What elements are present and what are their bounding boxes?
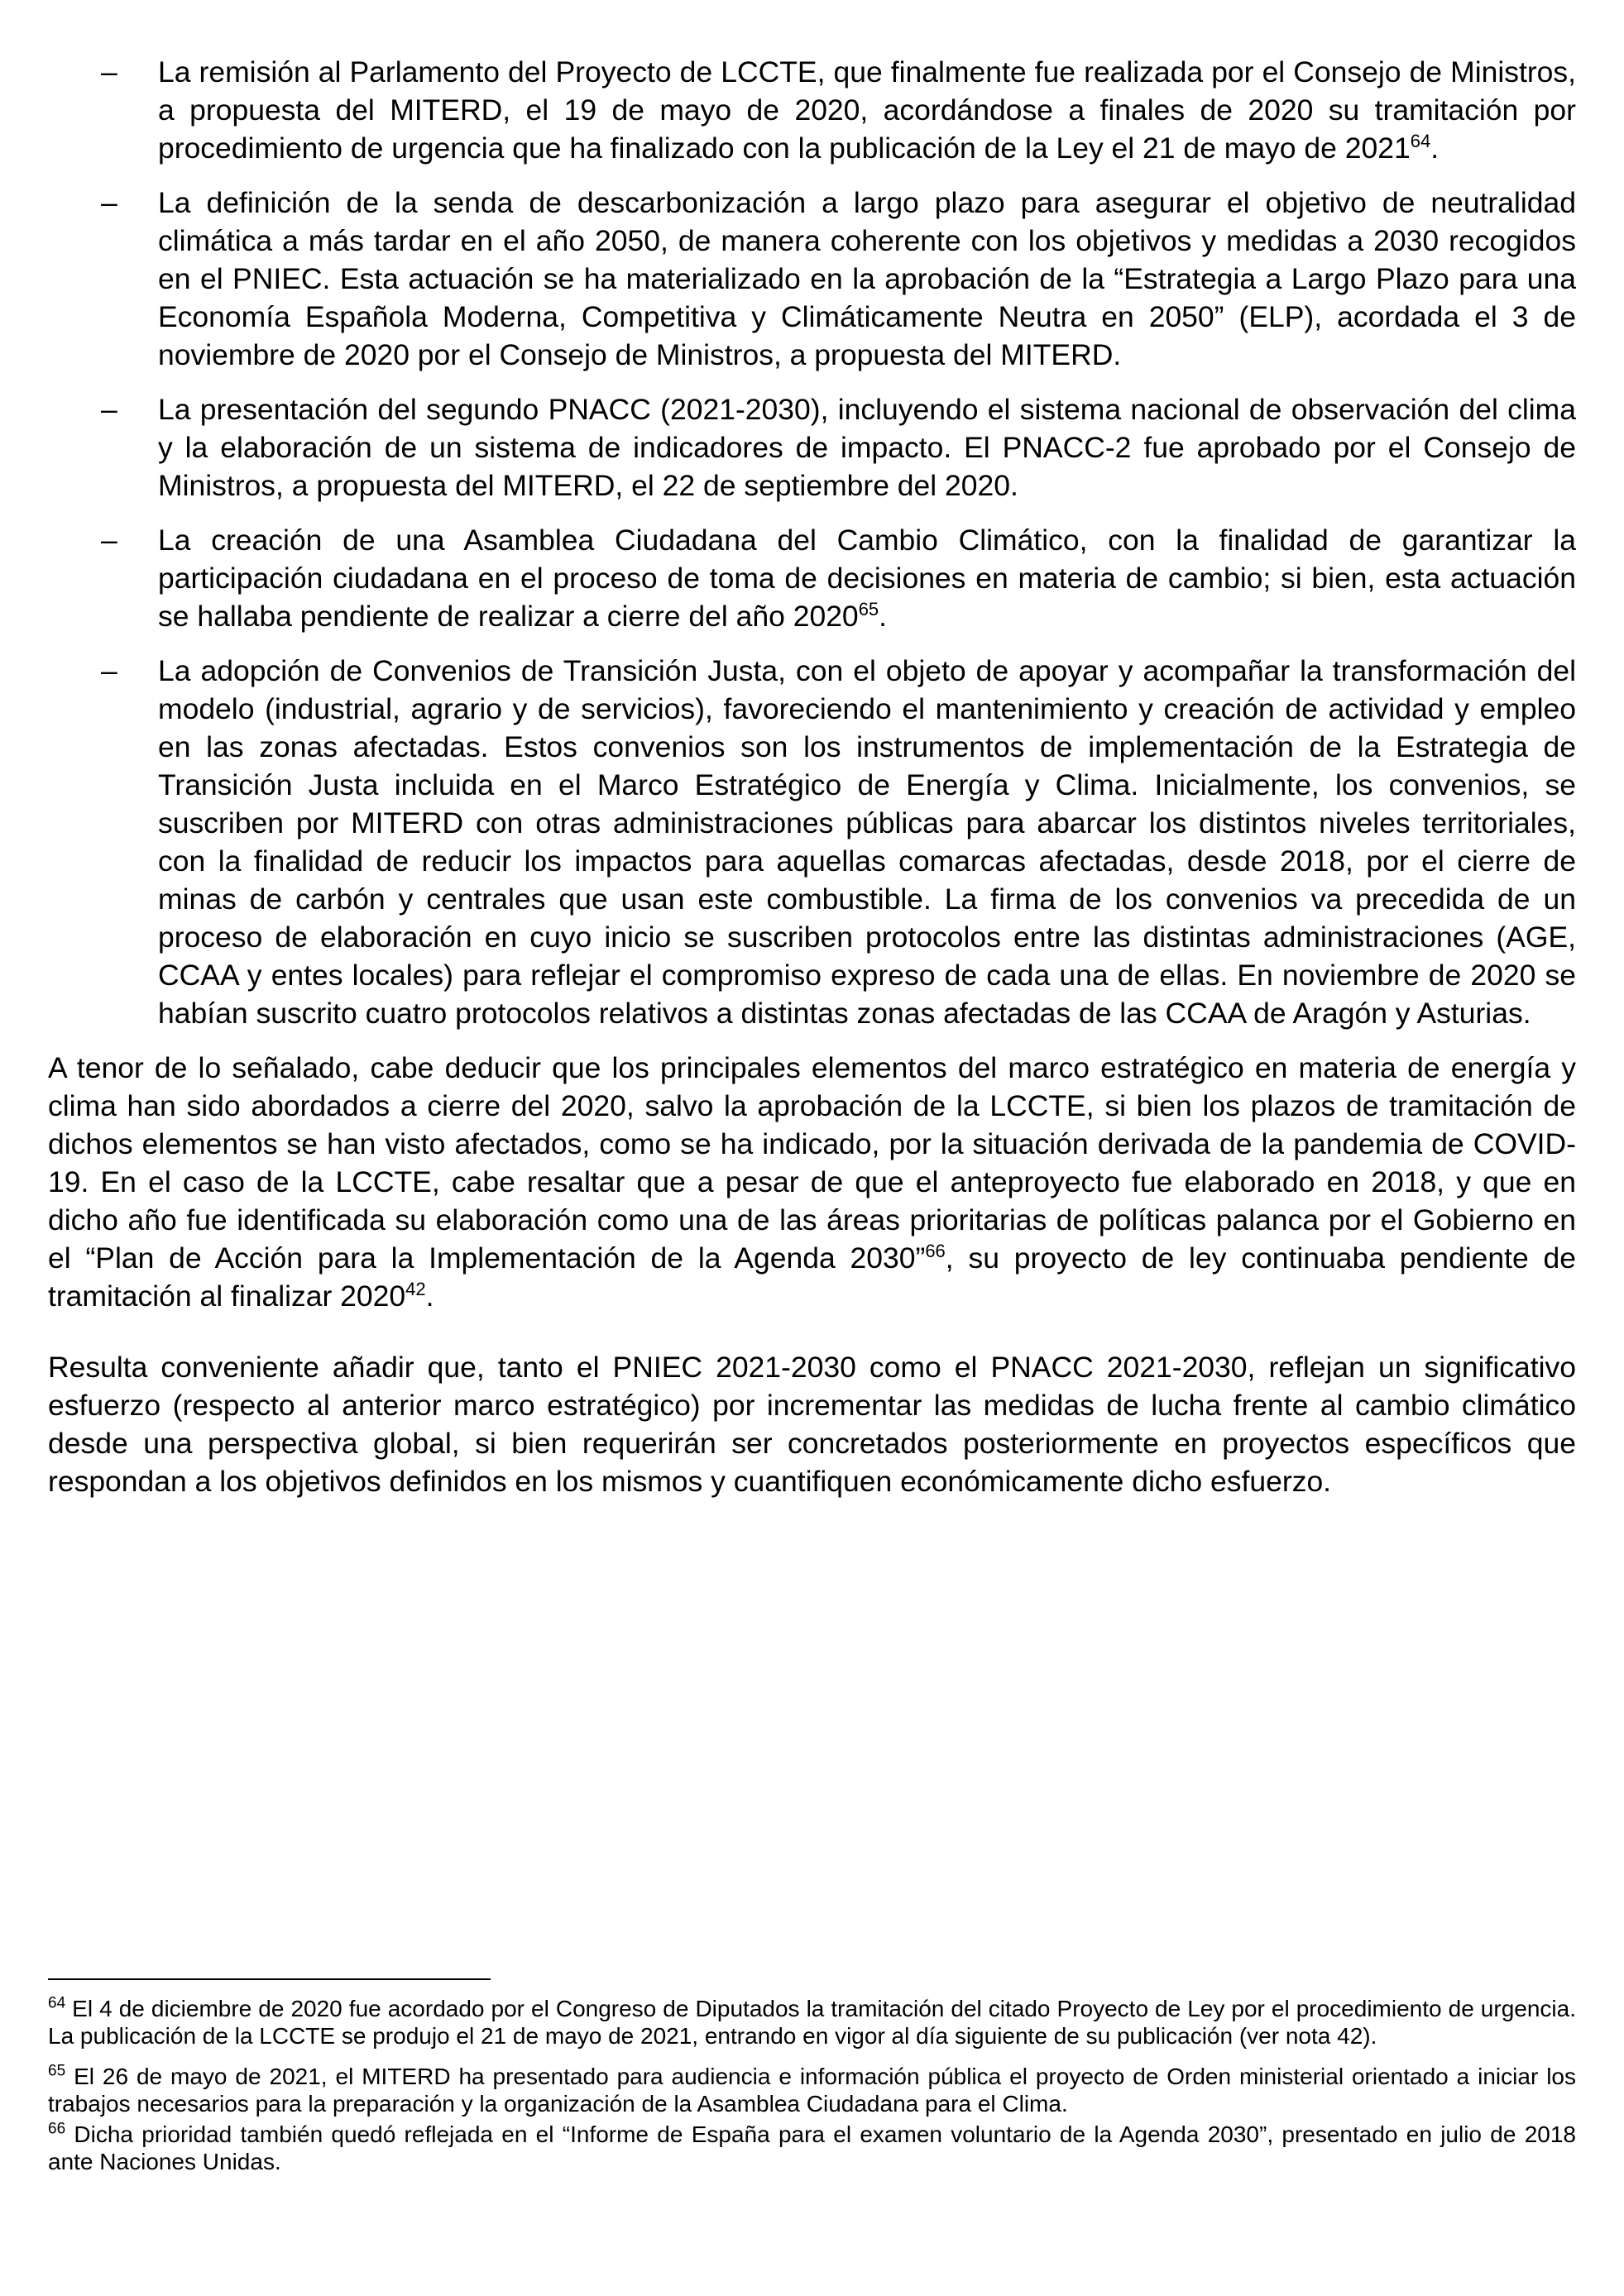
footnote-number: 66	[48, 2120, 66, 2138]
paragraph-text: .	[425, 1280, 434, 1313]
list-item	[48, 184, 1576, 374]
footnote-separator	[48, 1978, 491, 1980]
list-item-text: La remisión al Parlamento del Proyecto de LCCTE, que finalmente fue realizada por el Consejo de Ministros, a propuesta del MITERD, el 19 de mayo de 2020, acordándose a finales de 2020 su tramitación por procedimiento de urgencia que ha finalizado con la publicación de la Ley el 21 de mayo de 2021	[158, 55, 1576, 165]
footnote-number: 65	[48, 2062, 66, 2080]
list-item	[48, 390, 1576, 505]
footnote-text: El 4 de diciembre de 2020 fue acordado por el Congreso de Diputados la tramitación del citado Proyecto de Ley por el procedimiento de urgencia. La publicación de la LCCTE se produjo el 21 de mayo de 2021, entrando en vigor al día siguiente de su publicación (ver nota 42).	[48, 1996, 1576, 2049]
footnote	[48, 1995, 1576, 2050]
paragraph-text: , su proyecto de ley continuaba pendiente de tramitación al finalizar 2020	[48, 1241, 1576, 1313]
footnotes-section	[48, 1978, 1576, 2188]
footnote-ref[interactable]: 64	[1410, 131, 1431, 152]
list-item	[48, 521, 1576, 635]
footnote-number: 64	[48, 1994, 66, 2012]
footnote	[48, 2063, 1576, 2117]
dash-bullet: –	[101, 55, 117, 88]
footnote-text: Dicha prioridad también quedó reflejada en el “Informe de España para el examen voluntario de la Agenda 2030”, presentado en julio de 2018 ante Naciones Unidas.	[48, 2121, 1576, 2174]
dash-bullet: –	[101, 186, 117, 219]
list-item-end: .	[879, 600, 888, 633]
body-paragraph	[48, 1348, 1576, 1500]
dash-bullet: –	[101, 524, 117, 557]
list-item-text: La adopción de Convenios de Transición Justa, con el objeto de apoyar y acompañar la transformación del modelo (industrial, agrario y de servicios), favoreciendo el mantenimiento y creación de actividad y empleo en las zonas afectadas. Estos convenios son los instrumentos de implementación de la Estrategia de Transición Justa incluida en el Marco Estratégico de Energía y Clima. Inicialmente, los convenios, se suscriben por MITERD con otras administraciones públicas para abarcar los distintos niveles territoriales, con la finalidad de reducir los impactos para aquellas comarcas afectadas, desde 2018, por el cierre de minas de carbón y centrales que usan este combustible. La firma de los convenios va precedida de un proceso de elaboración en cuyo inicio se suscriben protocolos entre las distintas administraciones (AGE, CCAA y entes locales) para reflejar el compromiso expreso de cada una de ellas. En noviembre de 2020 se habían suscrito cuatro protocolos relativos a distintas zonas afectadas de las CCAA de Aragón y Asturias.	[158, 654, 1576, 1030]
footnote-ref[interactable]: 42	[405, 1279, 426, 1300]
list-item-text: La definición de la senda de descarbonización a largo plazo para asegurar el objetivo de neutralidad climática a más tardar en el año 2050, de manera coherente con los objetivos y medidas a 2030 recogidos en el PNIEC. Esta actuación se ha materializado en la aprobación de la “Estrategia a Largo Plazo para una Economía Española Moderna, Competitiva y Climáticamente Neutra en 2050” (ELP), acordada el 3 de noviembre de 2020 por el Consejo de Ministros, a propuesta del MITERD.	[158, 186, 1576, 371]
paragraph-text: Resulta conveniente añadir que, tanto el PNIEC 2021-2030 como el PNACC 2021-2030, reflejan un significativo esfuerzo (respecto al anterior marco estratégico) por incrementar las medidas de lucha frente al cambio climático desde una perspectiva global, si bien requerirán ser concretados posteriormente en proyectos específicos que respondan a los objetivos definidos en los mismos y cuantifiquen económicamente dicho esfuerzo.	[48, 1351, 1576, 1498]
list-item-text: La presentación del segundo PNACC (2021-2030), incluyendo el sistema nacional de observación del clima y la elaboración de un sistema de indicadores de impacto. El PNACC-2 fue aprobado por el Consejo de Ministros, a propuesta del MITERD, el 22 de septiembre del 2020.	[158, 393, 1576, 502]
paragraph-text: A tenor de lo señalado, cabe deducir que los principales elementos del marco estratégico en materia de energía y clima han sido abordados a cierre del 2020, salvo la aprobación de la LCCTE, si bien los plazos de tramitación de dichos elementos se han visto afectados, como se ha indicado, por la situación derivada de la pandemia de COVID-19. En el caso de la LCCTE, cabe resaltar que a pesar de que el anteproyecto fue elaborado en 2018, y que en dicho año fue identificada su elaboración como una de las áreas prioritarias de políticas palanca por el Gobierno en el “Plan de Acción para la Implementación de la Agenda 2030”	[48, 1051, 1576, 1275]
list-item	[48, 53, 1576, 167]
footnote-ref[interactable]: 66	[925, 1241, 946, 1262]
body-paragraph	[48, 1049, 1576, 1315]
measures-list	[48, 53, 1576, 1032]
footnote	[48, 2121, 1576, 2175]
dash-bullet: –	[101, 393, 117, 426]
dash-bullet: –	[101, 654, 117, 687]
list-item-text: La creación de una Asamblea Ciudadana del Cambio Climático, con la finalidad de garantizar la participación ciudadana en el proceso de toma de decisiones en materia de cambio; si bien, esta actuación se hallaba pendiente de realizar a cierre del año 2020	[158, 524, 1576, 633]
footnote-ref[interactable]: 65	[858, 599, 879, 620]
list-item	[48, 652, 1576, 1032]
list-item-end: .	[1430, 132, 1440, 165]
page-body	[48, 53, 1576, 1533]
footnote-text: El 26 de mayo de 2021, el MITERD ha presentado para audiencia e información pública el proyecto de Orden ministerial orientado a iniciar los trabajos necesarios para la preparación y la organización de la Asamblea Ciudadana para el Clima.	[48, 2064, 1576, 2117]
